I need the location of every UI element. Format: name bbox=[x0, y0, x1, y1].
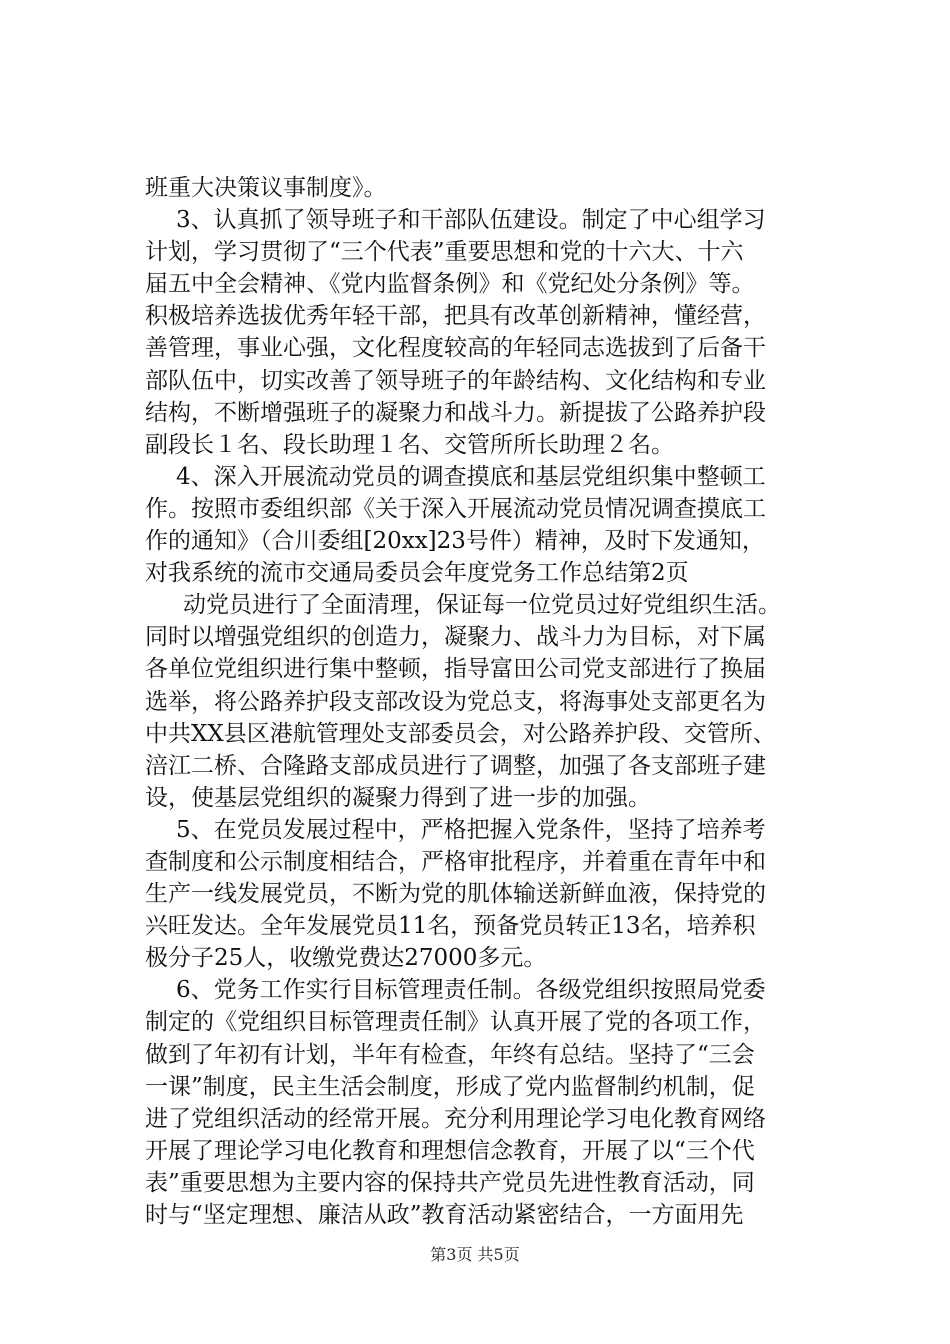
text-line: 选举，将公路养护段支部改设为党总支，将海事处支部更名为 bbox=[145, 688, 766, 715]
text-line: 查制度和公示制度相结合，严格审批程序，并着重在青年中和 bbox=[145, 848, 766, 875]
text-line: 3、认真抓了领导班子和干部队伍建设。制定了中心组学习 bbox=[176, 207, 766, 234]
text-line: 4、深入开展流动党员的调查摸底和基层党组织集中整顿工 bbox=[176, 463, 766, 490]
text-line: 5、在党员发展过程中，严格把握入党条件，坚持了培养考 bbox=[176, 816, 766, 843]
text-line: 一课”制度，民主生活会制度，形成了党内监督制约机制，促 bbox=[145, 1073, 755, 1100]
text-line: 班重大决策议事制度》。 bbox=[145, 175, 387, 201]
text-line: 对我系统的流市交通局委员会年度党务工作总结第2页 bbox=[145, 560, 689, 587]
text-line: 做到了年初有计划，半年有检查，年终有总结。坚持了“三会 bbox=[145, 1041, 755, 1068]
text-line: 表”重要思想为主要内容的保持共产党员先进性教育活动，同 bbox=[145, 1169, 755, 1196]
text-line: 动党员进行了全面清理，保证每一位党员过好党组织生活。 bbox=[183, 592, 781, 619]
text-line: 中共XX县区港航管理处支部委员会，对公路养护段、交管所、 bbox=[145, 720, 776, 747]
text-line: 设，使基层党组织的凝聚力得到了进一步的加强。 bbox=[145, 784, 651, 811]
text-line: 副段长１名、段长助理１名、交管所所长助理２名。 bbox=[145, 431, 674, 458]
page-footer bbox=[0, 1244, 950, 1266]
text-line: 涪江二桥、合隆路支部成员进行了调整，加强了各支部班子建 bbox=[145, 752, 766, 779]
document-body bbox=[145, 172, 815, 1231]
text-line: 计划，学习贯彻了“三个代表”重要思想和党的十六大、十六 bbox=[145, 239, 744, 266]
text-line: 开展了理论学习电化教育和理想信念教育，开展了以“三个代 bbox=[145, 1137, 755, 1164]
text-line: 各单位党组织进行集中整顿，指导富田公司党支部进行了换届 bbox=[145, 656, 766, 683]
text-line: 作。按照市委组织部《关于深入开展流动党员情况调查摸底工 bbox=[145, 495, 766, 522]
text-line: 6、党务工作实行目标管理责任制。各级党组织按照局党委 bbox=[176, 977, 766, 1004]
text-line: 兴旺发达。全年发展党员11名，预备党员转正13名，培养积 bbox=[145, 913, 756, 940]
page-number: 第3页 共5页 bbox=[430, 1245, 520, 1264]
text-line: 届五中全会精神、《党内监督条例》和《党纪处分条例》等。 bbox=[145, 271, 755, 298]
text-line: 时与“坚定理想、廉洁从政”教育活动紧密结合，一方面用先 bbox=[145, 1202, 744, 1228]
text-line: 同时以增强党组织的创造力，凝聚力、战斗力为目标，对下属 bbox=[145, 624, 766, 651]
text-line: 极分子25人，收缴党费达27000多元。 bbox=[145, 945, 547, 972]
text-line: 生产一线发展党员，不断为党的肌体输送新鲜血液，保持党的 bbox=[145, 881, 766, 908]
text-line: 进了党组织活动的经常开展。充分利用理论学习电化教育网络 bbox=[145, 1105, 766, 1132]
text-line: 制定的《党组织目标管理责任制》认真开展了党的各项工作， bbox=[145, 1009, 766, 1036]
text-line: 作的通知》（合川委组[20xx]23号件）精神，及时下发通知， bbox=[145, 528, 765, 555]
text-line: 结构，不断增强班子的凝聚力和战斗力。新提拔了公路养护段 bbox=[145, 399, 766, 426]
text-line: 善管理，事业心强，文化程度较高的年轻同志选拔到了后备干 bbox=[145, 335, 766, 362]
text-line: 积极培养选拔优秀年轻干部，把具有改革创新精神，懂经营， bbox=[145, 303, 766, 330]
text-line: 部队伍中，切实改善了领导班子的年龄结构、文化结构和专业 bbox=[145, 367, 766, 394]
